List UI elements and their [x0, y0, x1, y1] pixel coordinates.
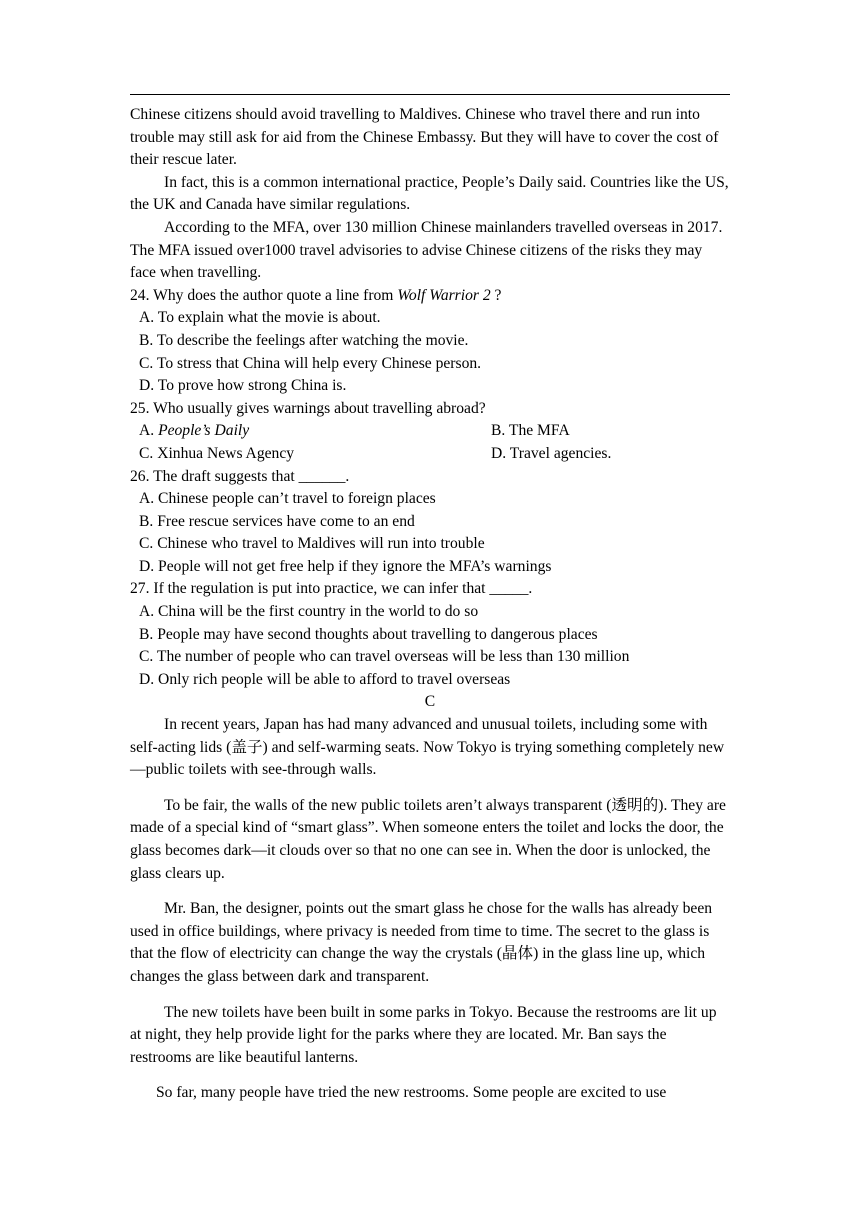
option-26-b: B. Free rescue services have come to an end	[139, 512, 415, 530]
option-27-c: C. The number of people who can travel overseas will be less than 130 million	[139, 648, 630, 666]
option-25-c: C. Xinhua News Agency	[139, 444, 295, 462]
option-24-a: A. To explain what the movie is about.	[139, 309, 381, 327]
question-27-stem: 27. If the regulation is put into practice, we can infer that _____.	[130, 580, 533, 598]
document-page	[130, 104, 730, 1105]
section-c-paragraph: So far, many people have tried the new restrooms. Some people are excited to use	[156, 1084, 667, 1102]
section-c-paragraph: The new toilets have been built in some parks in Tokyo. Because the restrooms are lit up at night, they help provide light for the parks where they are located. Mr. Ban says the restrooms are like beautiful lanterns.	[130, 1003, 717, 1066]
section-c-paragraph: To be fair, the walls of the new public toilets aren’t always transparent (透明的). They are made of a special kind of “smart glass”. When someone enters the toilet and locks the door, the glass becomes dark—it clouds over so that no one can see in. When the door is unlocked, the glass clears up.	[130, 796, 726, 882]
option-25-d: D. Travel agencies.	[491, 444, 612, 462]
option-26-d: D. People will not get free help if they ignore the MFA’s warnings	[139, 557, 552, 575]
option-24-b: B. To describe the feelings after watching the movie.	[139, 331, 469, 349]
option-26-a: A. Chinese people can’t travel to foreign places	[139, 490, 436, 508]
option-27-a: A. China will be the first country in the world to do so	[139, 603, 479, 621]
passage-paragraph: According to the MFA, over 130 million Chinese mainlanders travelled overseas in 2017. The MFA issued over1000 travel advisories to advise Chinese citizens of the risks they may face when travelling.	[130, 218, 723, 282]
option-24-d: D. To prove how strong China is.	[139, 377, 347, 395]
section-c-paragraph: In recent years, Japan has had many advanced and unusual toilets, including some with self-acting lids (盖子) and self-warming seats. Now Tokyo is trying something completely new—public toilets with see-through walls.	[130, 716, 725, 779]
option-26-c: C. Chinese who travel to Maldives will run into trouble	[139, 535, 485, 553]
question-26-stem: 26. The draft suggests that ______.	[130, 467, 350, 485]
passage-paragraph: In fact, this is a common international practice, People’s Daily said. Countries like the US, the UK and Canada have similar regulations.	[130, 173, 729, 214]
header-rule	[130, 94, 730, 95]
option-25-b: B. The MFA	[491, 422, 570, 440]
options-25-row-2	[130, 443, 730, 466]
passage-paragraph: Chinese citizens should avoid travelling to Maldives. Chinese who travel there and run into trouble may still ask for aid from the Chinese Embassy. But they will have to cover the cost of their rescue later.	[130, 106, 719, 169]
question-25-stem: 25. Who usually gives warnings about travelling abroad?	[130, 399, 486, 417]
option-24-c: C. To stress that China will help every Chinese person.	[139, 354, 482, 372]
movie-title: Wolf Warrior 2	[397, 286, 491, 304]
option-27-d: D. Only rich people will be able to afford to travel overseas	[139, 670, 511, 688]
section-c-heading: C	[424, 693, 436, 711]
question-24-stem: 24. Why does the author quote a line from Wolf Warrior 2 ?	[130, 286, 502, 304]
option-27-b: B. People may have second thoughts about travelling to dangerous places	[139, 625, 598, 643]
section-c-paragraph: Mr. Ban, the designer, points out the smart glass he chose for the walls has already been used in office buildings, where privacy is needed from time to time. The secret to the glass is that the flow of electricity can change the way the crystals (晶体) in the glass line up, which changes the glass between dark and transparent.	[130, 900, 713, 985]
options-25-row-1	[130, 420, 730, 443]
option-25-a: A. People’s Daily	[139, 422, 250, 440]
